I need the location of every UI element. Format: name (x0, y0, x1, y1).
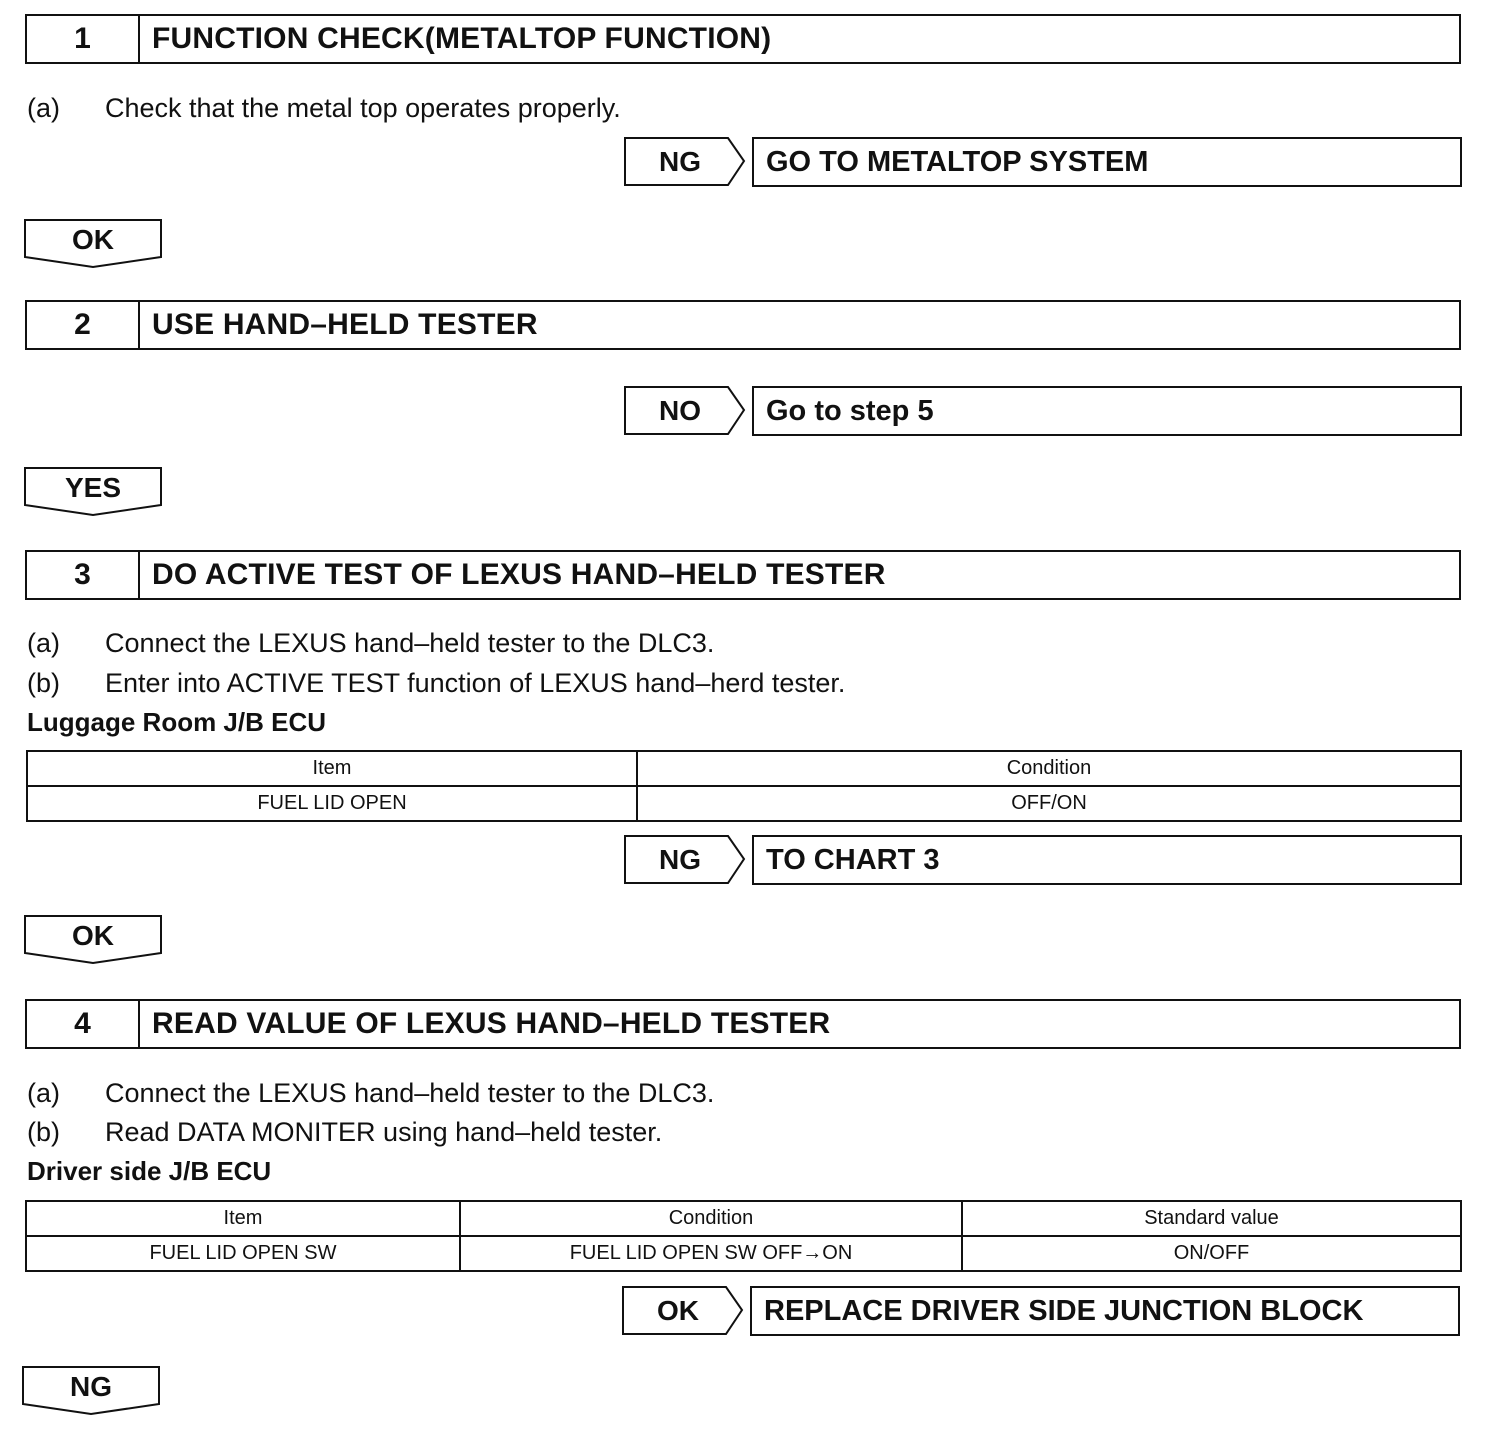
step-title: READ VALUE OF LEXUS HAND–HELD TESTER (152, 1007, 831, 1040)
branch-label: NO (659, 395, 701, 426)
branch-step-1 (624, 137, 1462, 187)
instruction-text: Connect the LEXUS hand–held tester to the DLC3. (105, 1078, 715, 1108)
driver-side-table (25, 1200, 1462, 1272)
result-label: NG (70, 1371, 112, 1402)
table-cell: OFF/ON (637, 786, 1461, 821)
table-header-cell: Standard value (962, 1201, 1461, 1236)
branch-label: NG (659, 844, 701, 875)
result-step-3 (24, 915, 162, 965)
branch-label: OK (657, 1295, 699, 1326)
instruction-line (27, 668, 845, 699)
instruction-marker: (b) (27, 668, 60, 698)
result-step-2 (24, 467, 162, 517)
branch-step-4 (622, 1286, 1460, 1336)
branch-target: REPLACE DRIVER SIDE JUNCTION BLOCK (750, 1286, 1460, 1336)
branch-step-2 (624, 386, 1462, 436)
instruction-marker: (a) (27, 93, 60, 123)
table-header-cell: Condition (460, 1201, 962, 1236)
step-number: 3 (27, 552, 140, 598)
instruction-text: Check that the metal top operates properly. (105, 93, 621, 123)
luggage-room-table (26, 750, 1462, 822)
table-row (26, 1236, 1461, 1271)
step-title: DO ACTIVE TEST OF LEXUS HAND–HELD TESTER (152, 558, 886, 591)
result-step-4 (22, 1366, 160, 1416)
instruction-text: Read DATA MONITER using hand–held tester. (105, 1117, 663, 1147)
table-cell: FUEL LID OPEN (27, 786, 637, 821)
table-cell: ON/OFF (962, 1236, 1461, 1271)
instruction-text: Enter into ACTIVE TEST function of LEXUS hand–herd tester. (105, 668, 846, 698)
table-header-row (26, 1201, 1461, 1236)
step-number: 1 (27, 16, 140, 62)
table-header-cell: Item (27, 751, 637, 786)
instruction-marker: (a) (27, 628, 60, 658)
step-title: USE HAND–HELD TESTER (152, 308, 538, 341)
result-label: OK (72, 224, 114, 255)
table-header-cell: Condition (637, 751, 1461, 786)
instruction-line (27, 1078, 714, 1109)
instruction-marker: (a) (27, 1078, 60, 1108)
table-title: Luggage Room J/B ECU (27, 707, 327, 737)
result-step-1 (24, 219, 162, 269)
table-header-cell: Item (26, 1201, 460, 1236)
branch-target: Go to step 5 (752, 386, 1462, 436)
step-number: 2 (27, 302, 140, 348)
instruction-line (27, 628, 714, 659)
table-row (27, 786, 1461, 821)
branch-step-3 (624, 835, 1462, 885)
result-label: OK (72, 920, 114, 951)
table-cell: FUEL LID OPEN SW OFF→ON (460, 1236, 962, 1271)
step-3-header (25, 550, 1461, 600)
instruction-line (27, 93, 621, 124)
instruction-marker: (b) (27, 1117, 60, 1147)
branch-target: TO CHART 3 (752, 835, 1462, 885)
step-2-header (25, 300, 1461, 350)
step-4-header (25, 999, 1461, 1049)
table-title: Driver side J/B ECU (27, 1156, 272, 1186)
step-1-header (25, 14, 1461, 64)
instruction-text: Connect the LEXUS hand–held tester to the DLC3. (105, 628, 715, 658)
branch-target: GO TO METALTOP SYSTEM (752, 137, 1462, 187)
result-label: YES (64, 472, 122, 503)
step-title: FUNCTION CHECK(METALTOP FUNCTION) (152, 22, 772, 55)
branch-label: NG (659, 146, 701, 177)
instruction-line (27, 1117, 662, 1148)
table-header-row (27, 751, 1461, 786)
step-number: 4 (27, 1001, 140, 1047)
table-cell: FUEL LID OPEN SW (26, 1236, 460, 1271)
